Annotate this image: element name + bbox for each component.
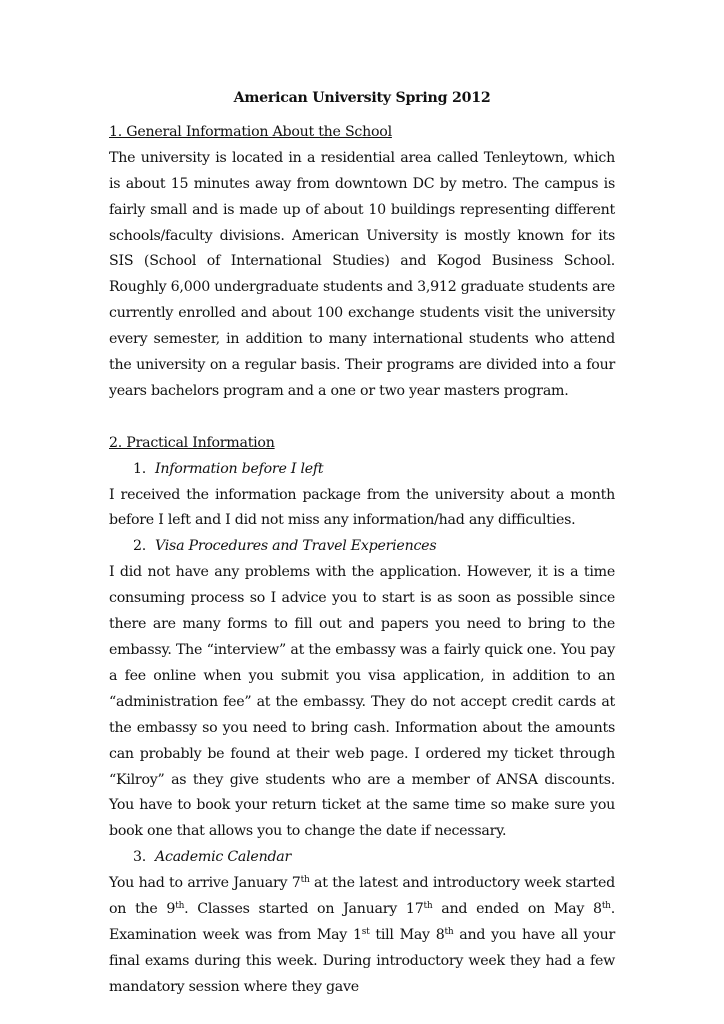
subsection-heading-information-before-left	[109, 457, 615, 483]
ordinal-suffix: th	[423, 901, 433, 912]
body-text: . Examination week was from May 1	[109, 901, 615, 943]
body-text: . Classes started on January 17	[184, 901, 424, 918]
subsection-label: Academic Calendar	[155, 849, 292, 866]
subsection-body-information-before-left: I received the information package from the university about a month before I left and I did not miss any information/had any difficulties.	[109, 486, 615, 529]
subsection-label: Visa Procedures and Travel Experiences	[155, 538, 437, 555]
ordinal-suffix: th	[601, 901, 611, 912]
paragraph-spacer	[109, 405, 615, 431]
subsection-label: Information before I left	[155, 460, 324, 477]
body-text: at the latest and introductory week started on the 9	[109, 875, 615, 918]
subsection-body-visa-procedures: I did not have any problems with the application. However, it is a time consuming process so I advice you to start is as soon as possible since there are many forms to fill out and papers you need to bring to the embassy. The “interview” at the embassy was a fairly quick one. You pay a fee online when you submit you visa application, in addition to an “administration fee” at the embassy. They do not accept credit cards at the embassy so you need to bring cash. Information about the amounts can probably be found at their web page. I ordered my ticket through “Kilroy” as they give students who are a member of ANSA discounts. You have to book your return ticket at the same time so make sure you book one that allows you to change the date if necessary.	[109, 564, 615, 840]
ordinal-suffix: st	[361, 927, 370, 938]
body-text: till May 8	[369, 926, 445, 943]
ordinal-suffix: th	[444, 927, 454, 938]
section-heading-practical-information: 2. Practical Information	[109, 434, 275, 451]
section-heading-general-information: 1. General Information About the School	[109, 123, 392, 140]
subsection-number: 1.	[133, 460, 147, 477]
subsection-heading-academic-calendar	[109, 845, 615, 871]
section-body-general-information: The university is located in a residential area called Tenleytown, which is about 15 minutes away from downtown DC by metro. The campus is fairly small and is made up of about 10 buildings representing different schools/faculty divisions. American University is mostly known for its SIS (School of International Studies) and Kogod Business School. Roughly 6,000 undergraduate students and 3,912 graduate students are currently enrolled and about 100 exchange students visit the university every semester, in addition to many international students who attend the university on a regular basis. Their programs are divided into a four years bachelors program and a one or two year masters program.	[109, 149, 615, 399]
subsection-body-academic-calendar	[109, 871, 615, 1001]
subsection-number: 3.	[133, 849, 147, 866]
body-text: and you have all your final exams during this week. During introductory week they had a few mandatory session where they gave	[109, 926, 616, 995]
ordinal-suffix: th	[300, 875, 310, 886]
ordinal-suffix: th	[175, 901, 185, 912]
subsection-heading-visa-procedures	[109, 534, 615, 560]
subsection-number: 2.	[133, 538, 147, 555]
body-text: and ended on May 8	[432, 901, 602, 918]
document-title: American University Spring 2012	[233, 90, 491, 106]
body-text: You had to arrive January 7	[109, 875, 301, 892]
document-content	[109, 86, 615, 1001]
